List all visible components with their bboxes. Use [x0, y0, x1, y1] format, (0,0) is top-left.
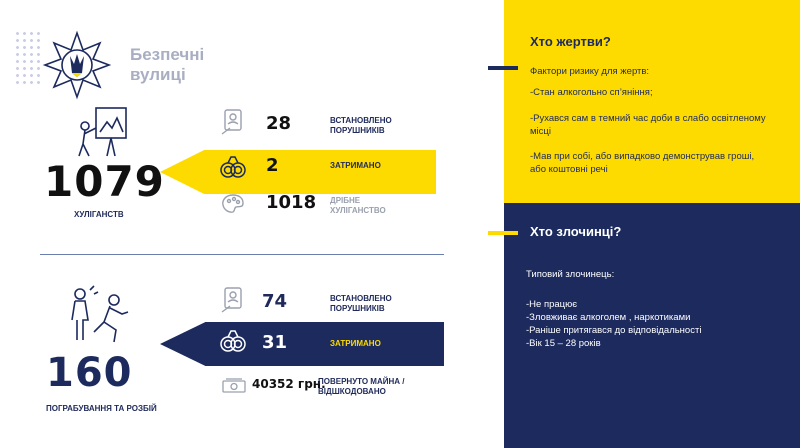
victims-item-1: -Стан алкогольно сп’яніння;: [530, 87, 653, 98]
criminals-accent-bar: [488, 231, 518, 235]
robbery-total-label: ПОГРАБУВАННЯ ТА РОЗБІЙ: [46, 404, 157, 413]
victims-accent-bar: [488, 66, 518, 70]
handcuffs-icon-2: [218, 326, 248, 356]
hooligans-identified-value: 28: [266, 113, 292, 134]
hooligans-total-label: ХУЛІГАНСТВ: [74, 210, 124, 219]
money-icon: [222, 378, 246, 394]
hooligans-petty-value: 1018: [266, 192, 317, 213]
brand-title: Безпечні вулиці: [130, 45, 205, 84]
hooligans-detained-value: 2: [266, 155, 279, 176]
criminals-item-2: -Зловживає алкоголем , наркотиками: [526, 312, 691, 323]
robbery-scene-icon: [64, 284, 134, 344]
robbery-identified-value: 74: [262, 291, 288, 312]
robbery-total: 160: [46, 350, 133, 396]
robbery-detained-value: 31: [262, 332, 288, 353]
hooligans-total: 1079: [44, 157, 165, 206]
detained-highlight-arrow: [160, 150, 436, 194]
identified-document-icon-2: [220, 286, 246, 314]
victims-heading: Хто жертви?: [530, 34, 611, 49]
robbery-identified-label: ВСТАНОВЛЕНО ПОРУШНИКІВ: [330, 294, 392, 313]
palette-icon: [220, 192, 246, 216]
victims-item-3: -Мав при собі, або випадково демонстрував гроші, або коштовні речі: [530, 151, 755, 175]
decorative-dots: [14, 30, 44, 86]
criminals-item-4: -Вік 15 – 28 років: [526, 338, 601, 349]
police-star-logo-icon: [42, 30, 112, 100]
handcuffs-icon: [218, 152, 248, 182]
victims-intro: Фактори ризику для жертв:: [530, 66, 650, 77]
criminals-intro: Типовий злочинець:: [526, 269, 615, 280]
robbery-detained-label: ЗАТРИМАНО: [330, 339, 381, 348]
victims-item-2: -Рухався сам в темний час доби в слабо освітленому місці: [530, 113, 766, 137]
hooligans-detained-label: ЗАТРИМАНО: [330, 161, 381, 170]
hooligans-identified-label: ВСТАНОВЛЕНО ПОРУШНИКІВ: [330, 116, 392, 135]
hooligan-graffiti-icon: [74, 104, 132, 160]
criminals-item-1: -Не працює: [526, 299, 578, 310]
robbery-returned-value: 40352 грн.: [252, 377, 326, 391]
robbery-returned-label: ПОВЕРНУТО МАЙНА / ВІДШКОДОВАНО: [318, 377, 405, 396]
hooligans-petty-label: ДРІБНЕ ХУЛІГАНСТВО: [330, 196, 386, 215]
identified-document-icon: [220, 108, 246, 136]
criminals-item-3: -Раніше притягався до відповідальності: [526, 325, 702, 336]
section-divider: [40, 254, 444, 255]
criminals-heading: Хто злочинці?: [530, 224, 622, 239]
